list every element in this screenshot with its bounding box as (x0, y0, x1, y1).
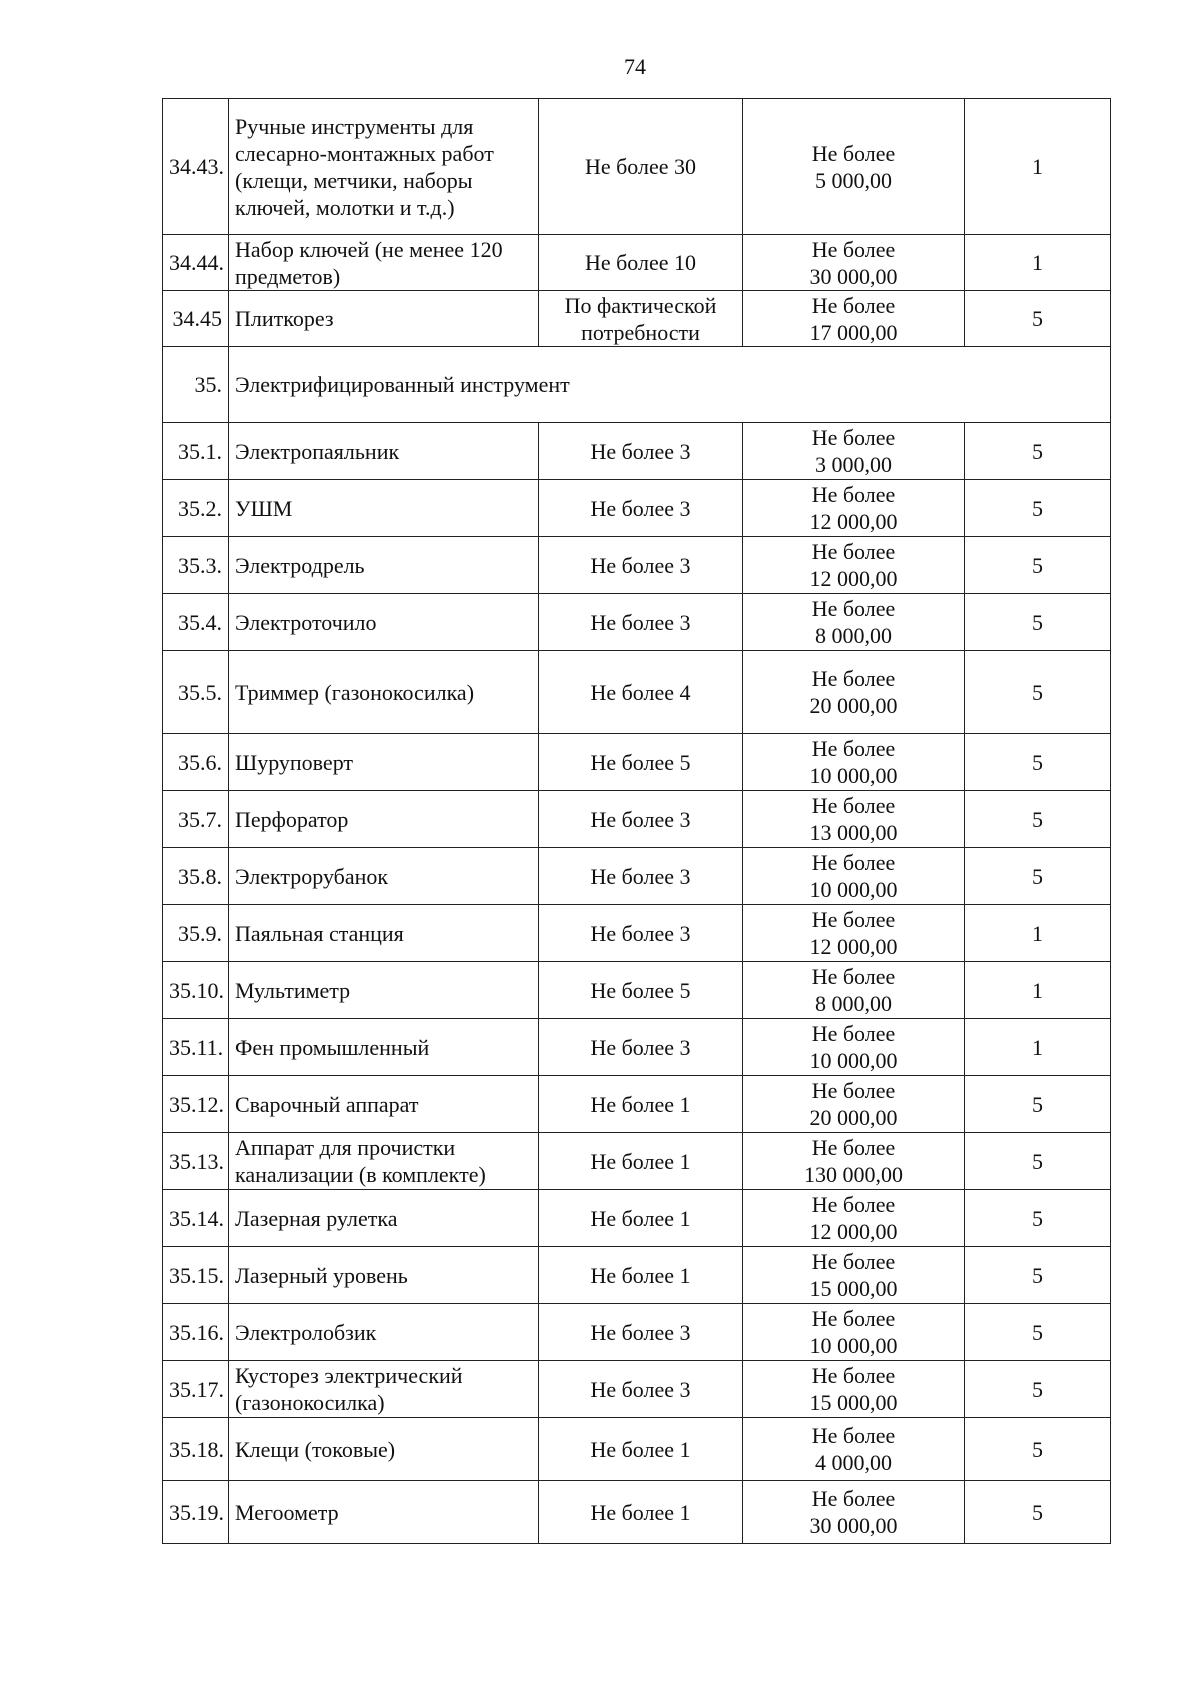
row-number: 35.3. (163, 537, 229, 594)
table-row (163, 1019, 1111, 1076)
item-price: Не более 8 000,00 (743, 962, 965, 1019)
table-row (163, 962, 1111, 1019)
item-name: Мультиметр (229, 962, 539, 1019)
item-quantity: Не более 3 (539, 423, 743, 480)
item-price: Не более 12 000,00 (743, 905, 965, 962)
table-row (163, 235, 1111, 291)
item-price: Не более 5 000,00 (743, 99, 965, 235)
table-row (163, 1418, 1111, 1481)
item-quantity: Не более 10 (539, 235, 743, 291)
item-quantity: Не более 1 (539, 1076, 743, 1133)
item-price: Не более 20 000,00 (743, 651, 965, 734)
row-number: 34.44. (163, 235, 229, 291)
item-price: Не более 12 000,00 (743, 480, 965, 537)
item-quantity: Не более 3 (539, 905, 743, 962)
table-row (163, 291, 1111, 347)
row-number: 35.13. (163, 1133, 229, 1190)
item-service-life: 5 (965, 734, 1111, 791)
item-quantity: Не более 3 (539, 1361, 743, 1418)
item-quantity: Не более 1 (539, 1133, 743, 1190)
item-service-life: 5 (965, 1133, 1111, 1190)
item-name: Мегоометр (229, 1481, 539, 1544)
row-number: 35.12. (163, 1076, 229, 1133)
table-row (163, 791, 1111, 848)
item-service-life: 5 (965, 1304, 1111, 1361)
item-name: УШМ (229, 480, 539, 537)
row-number: 34.43. (163, 99, 229, 235)
item-price: Не более 4 000,00 (743, 1418, 965, 1481)
row-number: 35.9. (163, 905, 229, 962)
table-row (163, 594, 1111, 651)
item-name: Ручные инструменты для слесарно-монтажных работ (клещи, метчики, наборы ключей, молотки и т.д.) (229, 99, 539, 235)
item-quantity: Не более 1 (539, 1481, 743, 1544)
item-service-life: 5 (965, 537, 1111, 594)
item-price: Не более 20 000,00 (743, 1076, 965, 1133)
item-service-life: 1 (965, 235, 1111, 291)
table-row (163, 423, 1111, 480)
row-number: 35.16. (163, 1304, 229, 1361)
item-name: Электрорубанок (229, 848, 539, 905)
item-price: Не более 3 000,00 (743, 423, 965, 480)
item-price: Не более 8 000,00 (743, 594, 965, 651)
item-quantity: Не более 1 (539, 1247, 743, 1304)
item-price: Не более 10 000,00 (743, 848, 965, 905)
item-service-life: 1 (965, 1019, 1111, 1076)
section-row (163, 347, 1111, 423)
item-service-life: 5 (965, 1076, 1111, 1133)
item-name: Паяльная станция (229, 905, 539, 962)
item-name: Электроточило (229, 594, 539, 651)
item-service-life: 5 (965, 1190, 1111, 1247)
table-row (163, 1076, 1111, 1133)
item-price: Не более 15 000,00 (743, 1247, 965, 1304)
row-number: 34.45 (163, 291, 229, 347)
item-name: Кусторез электрический (газонокосилка) (229, 1361, 539, 1418)
table-row (163, 1190, 1111, 1247)
row-number: 35.11. (163, 1019, 229, 1076)
item-quantity: Не более 1 (539, 1190, 743, 1247)
item-quantity: Не более 3 (539, 848, 743, 905)
item-quantity: Не более 5 (539, 734, 743, 791)
item-price: Не более 15 000,00 (743, 1361, 965, 1418)
item-service-life: 5 (965, 291, 1111, 347)
item-price: Не более 30 000,00 (743, 1481, 965, 1544)
item-quantity: Не более 30 (539, 99, 743, 235)
item-name: Лазерный уровень (229, 1247, 539, 1304)
row-number: 35.1. (163, 423, 229, 480)
row-number: 35.15. (163, 1247, 229, 1304)
item-price: Не более 30 000,00 (743, 235, 965, 291)
item-service-life: 1 (965, 99, 1111, 235)
item-quantity: Не более 3 (539, 1019, 743, 1076)
item-name: Электролобзик (229, 1304, 539, 1361)
table-row (163, 734, 1111, 791)
row-number: 35. (163, 347, 229, 423)
item-price: Не более 10 000,00 (743, 1304, 965, 1361)
table-row (163, 1247, 1111, 1304)
item-quantity: Не более 3 (539, 480, 743, 537)
item-quantity: По фактической потребности (539, 291, 743, 347)
item-service-life: 5 (965, 1418, 1111, 1481)
item-quantity: Не более 3 (539, 537, 743, 594)
table-row (163, 848, 1111, 905)
item-price: Не более 10 000,00 (743, 1019, 965, 1076)
item-service-life: 5 (965, 594, 1111, 651)
item-name: Аппарат для прочистки канализации (в комплекте) (229, 1133, 539, 1190)
item-service-life: 5 (965, 1481, 1111, 1544)
item-name: Электропаяльник (229, 423, 539, 480)
item-quantity: Не более 1 (539, 1418, 743, 1481)
table-row (163, 99, 1111, 235)
item-name: Сварочный аппарат (229, 1076, 539, 1133)
row-number: 35.4. (163, 594, 229, 651)
item-price: Не более 12 000,00 (743, 1190, 965, 1247)
table-row (163, 1481, 1111, 1544)
item-service-life: 5 (965, 651, 1111, 734)
item-service-life: 5 (965, 1247, 1111, 1304)
row-number: 35.17. (163, 1361, 229, 1418)
row-number: 35.10. (163, 962, 229, 1019)
item-name: Фен промышленный (229, 1019, 539, 1076)
row-number: 35.14. (163, 1190, 229, 1247)
item-price: Не более 12 000,00 (743, 537, 965, 594)
item-service-life: 5 (965, 1361, 1111, 1418)
item-price: Не более 10 000,00 (743, 734, 965, 791)
item-service-life: 1 (965, 905, 1111, 962)
row-number: 35.7. (163, 791, 229, 848)
item-price: Не более 13 000,00 (743, 791, 965, 848)
item-quantity: Не более 4 (539, 651, 743, 734)
item-quantity: Не более 5 (539, 962, 743, 1019)
table-row (163, 480, 1111, 537)
table-row (163, 1133, 1111, 1190)
item-name: Перфоратор (229, 791, 539, 848)
item-quantity: Не более 3 (539, 594, 743, 651)
item-quantity: Не более 3 (539, 1304, 743, 1361)
item-service-life: 5 (965, 480, 1111, 537)
item-price: Не более 17 000,00 (743, 291, 965, 347)
item-name: Шуруповерт (229, 734, 539, 791)
row-number: 35.2. (163, 480, 229, 537)
item-service-life: 5 (965, 791, 1111, 848)
row-number: 35.18. (163, 1418, 229, 1481)
row-number: 35.5. (163, 651, 229, 734)
item-name: Лазерная рулетка (229, 1190, 539, 1247)
item-name: Плиткорез (229, 291, 539, 347)
table-row (163, 1304, 1111, 1361)
item-service-life: 1 (965, 962, 1111, 1019)
item-price: Не более 130 000,00 (743, 1133, 965, 1190)
row-number: 35.6. (163, 734, 229, 791)
item-service-life: 5 (965, 423, 1111, 480)
table-row (163, 905, 1111, 962)
page-number: 74 (624, 54, 646, 79)
table-row (163, 537, 1111, 594)
item-name: Клещи (токовые) (229, 1418, 539, 1481)
item-name: Электродрель (229, 537, 539, 594)
row-number: 35.8. (163, 848, 229, 905)
item-name: Триммер (газонокосилка) (229, 651, 539, 734)
item-name: Набор ключей (не менее 120 предметов) (229, 235, 539, 291)
equipment-table (162, 98, 1111, 1544)
row-number: 35.19. (163, 1481, 229, 1544)
table-row (163, 1361, 1111, 1418)
item-service-life: 5 (965, 848, 1111, 905)
section-title: Электрифицированный инструмент (229, 347, 1111, 423)
item-quantity: Не более 3 (539, 791, 743, 848)
table-row (163, 651, 1111, 734)
